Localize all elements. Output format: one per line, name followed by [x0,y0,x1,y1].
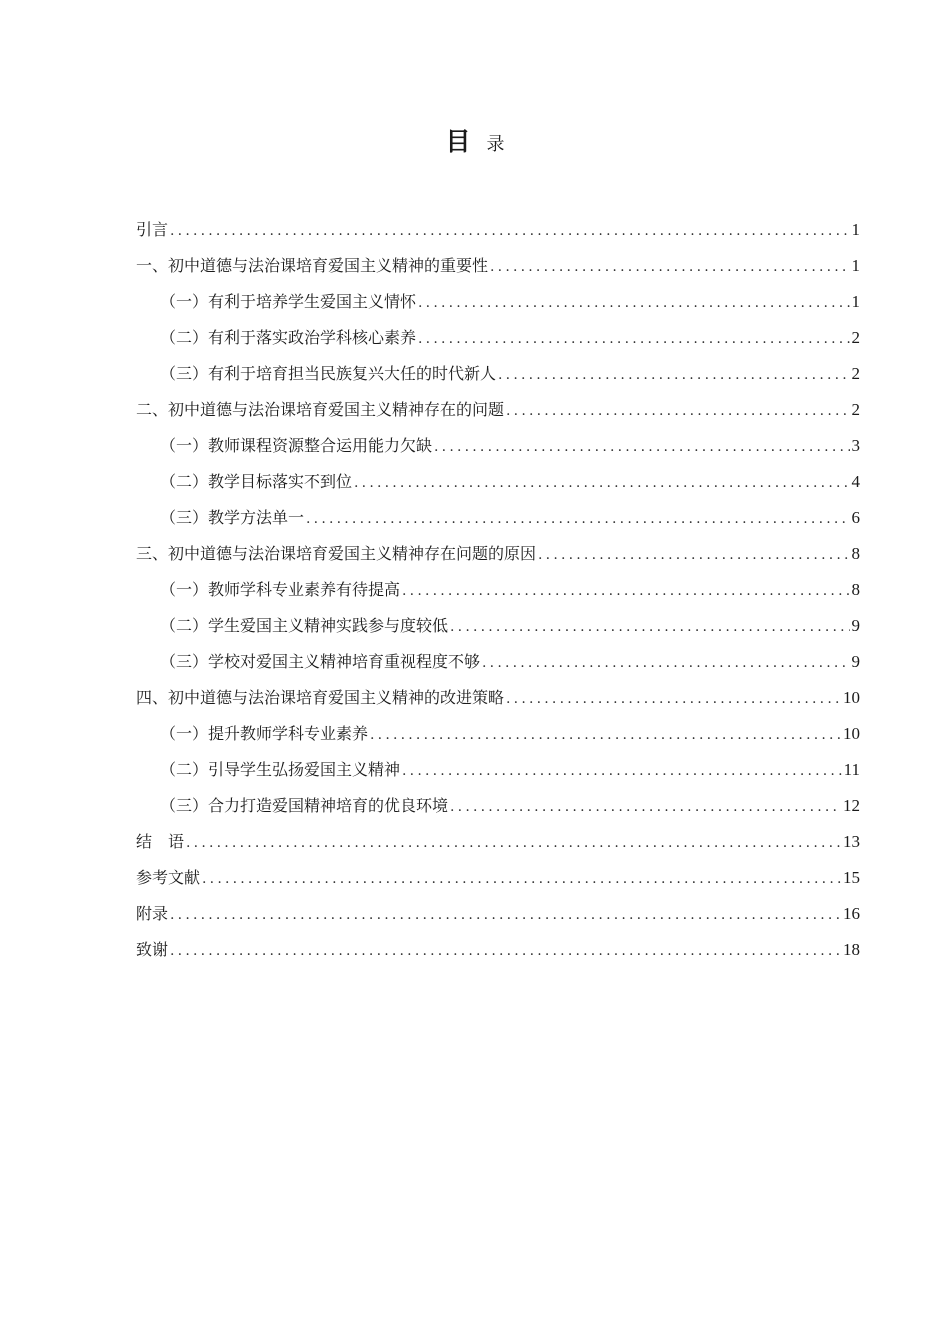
toc-entry-title: （一）教师学科专业素养有待提高 [160,580,401,599]
toc-entry-page-number: 6 [851,508,860,527]
toc-leader-dots [434,429,849,465]
toc-entry[interactable] [136,644,860,680]
toc-entry-title: （一）有利于培养学生爱国主义情怀 [160,292,417,311]
toc-entry-page-number: 8 [851,580,860,599]
toc-entry-title: （二）学生爱国主义精神实践参与度较低 [160,616,449,635]
toc-entry-page-number: 1 [851,256,860,275]
toc-leader-dots [490,249,849,285]
toc-entry-page-number: 3 [851,436,860,455]
page-title [0,124,950,163]
toc-entry-title: （一）教师课程资源整合运用能力欠缺 [160,436,433,455]
toc-entry-title: 三、初中道德与法治课培育爱国主义精神存在问题的原因 [136,544,537,563]
toc-leader-dots [370,717,841,753]
toc-entry-title: （三）学校对爱国主义精神培育重视程度不够 [160,652,481,671]
toc-entry-page-number: 2 [851,364,860,383]
toc-entry-title: 四、初中道德与法治课培育爱国主义精神的改进策略 [136,688,505,707]
title-main: 目 [445,127,471,156]
toc-entry-page-number: 15 [843,868,860,887]
toc-entry-page-number: 13 [843,832,860,851]
toc-entry-page-number: 8 [851,544,860,563]
toc-entry[interactable] [136,896,860,932]
table-of-contents [136,212,860,968]
toc-entry-page-number: 10 [843,724,860,743]
toc-leader-dots [170,213,849,249]
toc-entry-title: （二）教学目标落实不到位 [160,472,353,491]
toc-entry-title: （三）教学方法单一 [160,508,305,527]
toc-leader-dots [418,321,849,357]
toc-entry[interactable] [136,608,860,644]
toc-entry-title: 引言 [136,220,169,239]
toc-leader-dots [186,825,841,861]
toc-leader-dots [170,897,841,933]
toc-leader-dots [418,285,849,321]
toc-leader-dots [306,501,849,537]
toc-entry[interactable] [136,320,860,356]
toc-leader-dots [354,465,849,501]
toc-entry[interactable] [136,752,860,788]
toc-leader-dots [170,933,841,969]
toc-entry[interactable] [136,284,860,320]
toc-entry-title: （三）有利于培育担当民族复兴大任的时代新人 [160,364,497,383]
toc-entry-title: 一、初中道德与法治课培育爱国主义精神的重要性 [136,256,489,275]
toc-entry-title: 二、初中道德与法治课培育爱国主义精神存在的问题 [136,400,505,419]
toc-entry-title: （一）提升教师学科专业素养 [160,724,369,743]
toc-entry-page-number: 12 [843,796,860,815]
toc-leader-dots [450,609,849,645]
toc-entry-page-number: 9 [851,652,860,671]
title-sub: 录 [486,134,505,155]
toc-leader-dots [202,861,841,897]
toc-entry-title: 致谢 [136,940,169,959]
toc-entry[interactable] [136,212,860,248]
toc-entry-title: （二）引导学生弘扬爱国主义精神 [160,760,401,779]
toc-entry[interactable] [136,716,860,752]
toc-entry-page-number: 2 [851,328,860,347]
toc-leader-dots [402,753,842,789]
toc-entry[interactable] [136,356,860,392]
toc-entry[interactable] [136,500,860,536]
toc-leader-dots [402,573,849,609]
toc-entry-page-number: 10 [843,688,860,707]
toc-entry[interactable] [136,788,860,824]
toc-entry[interactable] [136,536,860,572]
toc-entry-title: 附录 [136,904,169,923]
toc-leader-dots [506,393,849,429]
toc-entry-page-number: 16 [843,904,860,923]
toc-entry-title: （二）有利于落实政治学科核心素养 [160,328,417,347]
toc-entry-page-number: 1 [851,292,860,311]
toc-entry-page-number: 9 [851,616,860,635]
toc-leader-dots [482,645,849,681]
toc-entry[interactable] [136,248,860,284]
toc-entry[interactable] [136,860,860,896]
toc-entry[interactable] [136,680,860,716]
toc-entry-page-number: 4 [851,472,860,491]
toc-leader-dots [498,357,849,393]
toc-entry-page-number: 18 [843,940,860,959]
toc-entry-page-number: 2 [851,400,860,419]
toc-entry[interactable] [136,428,860,464]
toc-entry[interactable] [136,464,860,500]
toc-leader-dots [538,537,849,573]
toc-entry-title: （三）合力打造爱国精神培育的优良环境 [160,796,449,815]
toc-entry[interactable] [136,932,860,968]
toc-entry[interactable] [136,572,860,608]
toc-entry[interactable] [136,824,860,860]
toc-entry[interactable] [136,392,860,428]
toc-entry-page-number: 11 [843,760,860,779]
toc-entry-title: 结 语 [136,832,185,851]
toc-leader-dots [506,681,841,717]
toc-leader-dots [450,789,841,825]
toc-entry-title: 参考文献 [136,868,201,887]
toc-entry-page-number: 1 [851,220,860,239]
